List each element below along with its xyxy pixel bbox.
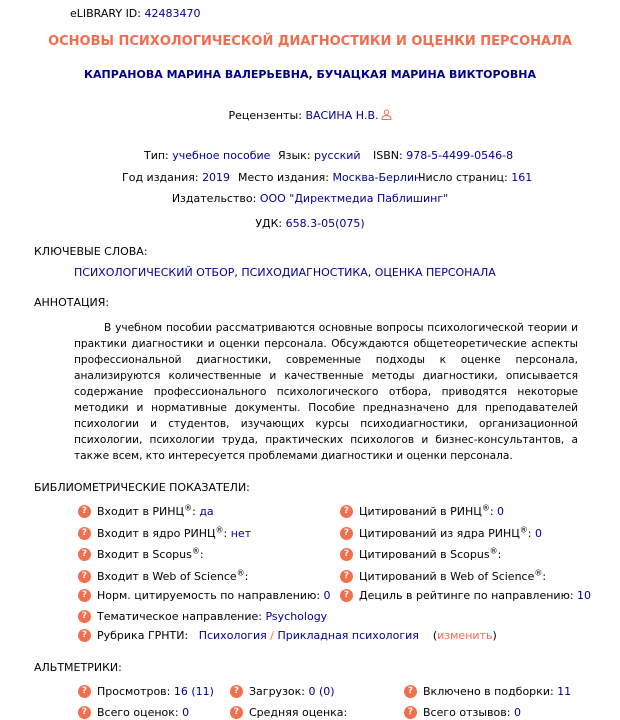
reviewers-label: Рецензенты: — [228, 109, 302, 122]
help-icon[interactable]: ? — [78, 570, 91, 583]
biblio-theme: ? Тематическое направление: Psychology — [78, 610, 327, 624]
udk-label: УДК: — [255, 217, 283, 230]
change-grnti-link[interactable]: изменить — [437, 629, 493, 642]
norm-citation-value: 0 — [323, 589, 331, 602]
language-value: русский — [314, 149, 361, 162]
year-value: 2019 — [202, 171, 231, 184]
biblio-scopus: ? Входит в Scopus®: — [78, 548, 204, 562]
page-title: ОСНОВЫ ПСИХОЛОГИЧЕСКОЙ ДИАГНОСТИКИ И ОЦЕНКИ ПЕРСОНАЛА — [48, 34, 572, 49]
help-icon[interactable]: ? — [78, 629, 91, 642]
rinc-value[interactable]: да — [199, 505, 214, 518]
alt-ratings: ? Всего оценок: 0 — [78, 706, 189, 720]
rinc-core-value[interactable]: нет — [230, 527, 252, 540]
author-link[interactable]: БУЧАЦКАЯ МАРИНА ВИКТОРОВНА — [316, 68, 536, 81]
altmetrics-heading: АЛЬТМЕТРИКИ: — [34, 661, 122, 674]
keywords-list: ПСИХОЛОГИЧЕСКИЙ ОТБОР, ПСИХОДИАГНОСТИКА, ОЦЕНКА ПЕРСОНАЛА — [74, 266, 496, 279]
place-label: Место издания: — [238, 171, 329, 184]
language-field — [278, 149, 361, 162]
biblio-decile: ? Дециль в рейтинге по направлению: 10 — [340, 589, 591, 603]
isbn-label: ISBN: — [373, 149, 403, 162]
udk-field — [0, 217, 620, 230]
person-icon[interactable] — [381, 109, 392, 120]
downloads-value: 0 (0) — [308, 685, 335, 698]
publisher-field — [0, 192, 620, 205]
pages-value: 161 — [511, 171, 533, 184]
type-label: Тип: — [144, 149, 169, 162]
pages-label: Число страниц: — [418, 171, 508, 184]
keyword-link[interactable]: ПСИХОЛОГИЧЕСКИЙ ОТБОР — [74, 266, 235, 279]
isbn-field — [373, 149, 513, 162]
isbn-value: 978-5-4499-0546-8 — [406, 149, 514, 162]
cit-rinc-value[interactable]: 0 — [497, 505, 505, 518]
pages-field — [418, 171, 532, 184]
grnti-link[interactable]: Прикладная психология — [277, 629, 419, 642]
help-icon[interactable]: ? — [78, 548, 91, 561]
biblio-rinc-core: ? Входит в ядро РИНЦ®: нет — [78, 527, 251, 541]
help-icon[interactable]: ? — [78, 610, 91, 623]
cit-core-value[interactable]: 0 — [534, 527, 542, 540]
alt-reviews: ? Всего отзывов: 0 — [404, 706, 521, 720]
elibrary-id-value[interactable]: 42483470 — [144, 7, 201, 20]
reviewers-line — [0, 109, 620, 122]
place-field — [238, 171, 421, 184]
help-icon[interactable]: ? — [404, 706, 417, 719]
help-icon[interactable]: ? — [340, 570, 353, 583]
reviews-value: 0 — [513, 706, 521, 719]
collections-value[interactable]: 11 — [557, 685, 572, 698]
biblio-cit-rinc: ? Цитирований в РИНЦ®: 0 — [340, 505, 504, 519]
help-icon[interactable]: ? — [78, 527, 91, 540]
help-icon[interactable]: ? — [78, 685, 91, 698]
author-link[interactable]: КАПРАНОВА МАРИНА ВАЛЕРЬЕВНА — [84, 68, 309, 81]
biblio-wos: ? Входит в Web of Science®: — [78, 570, 248, 584]
help-icon[interactable]: ? — [78, 589, 91, 602]
annotation-heading: АННОТАЦИЯ: — [34, 296, 110, 309]
biblio-cit-core: ? Цитирований из ядра РИНЦ®: 0 — [340, 527, 542, 541]
help-icon[interactable]: ? — [78, 505, 91, 518]
help-icon[interactable]: ? — [340, 527, 353, 540]
biblio-cit-wos: ? Цитирований в Web of Science®: — [340, 570, 546, 584]
keyword-link[interactable]: ПСИХОДИАГНОСТИКА — [241, 266, 368, 279]
biblio-grnti: ? Рубрика ГРНТИ: Психология / Прикладная психология (изменить) — [78, 629, 497, 643]
biblio-cit-scopus: ? Цитирований в Scopus®: — [340, 548, 501, 562]
help-icon[interactable]: ? — [230, 706, 243, 719]
alt-collections: ? Включено в подборки: 11 — [404, 685, 571, 699]
place-value: Москва-Берлин — [332, 171, 422, 184]
annotation-text: В учебном пособии рассматриваются основные вопросы психологической теории и практики диагностики и оценки персонала. Обсуждаются общетеоретические аспекты профессиональной диагностики, современные подходы к оценке персонала, анализируются количественные и качественные методы диагностики, описывается содержание профессионального психологического отбора, приводятся некоторые методики и нормативные документы. Пособие предназначено для преподавателей психологии и студентов, изучающих курсы психодиагностики, организационной психологии, психологии труда, практических психологов и бизнес-консультантов, а также всем, кто интересуется проблемами диагностики и оценки персонала. — [74, 322, 578, 462]
help-icon[interactable]: ? — [340, 505, 353, 518]
grnti-link[interactable]: Психология — [198, 629, 267, 642]
authors-line: КАПРАНОВА МАРИНА ВАЛЕРЬЕВНА, БУЧАЦКАЯ МАРИНА ВИКТОРОВНА — [84, 68, 536, 81]
theme-value[interactable]: Psychology — [265, 610, 328, 623]
keywords-heading: КЛЮЧЕВЫЕ СЛОВА: — [34, 245, 148, 258]
decile-value: 10 — [577, 589, 592, 602]
language-label: Язык: — [278, 149, 311, 162]
udk-value: 658.3-05(075) — [285, 217, 365, 230]
alt-views: ? Просмотров: 16 (11) — [78, 685, 214, 699]
help-icon[interactable]: ? — [340, 548, 353, 561]
biblio-norm-citation: ? Норм. цитируемость по направлению: 0 — [78, 589, 331, 603]
elibrary-id-row — [70, 7, 200, 20]
year-field — [122, 171, 230, 184]
elibrary-id-label: eLIBRARY ID: — [70, 7, 141, 20]
biblio-heading: БИБЛИОМЕТРИЧЕСКИЕ ПОКАЗАТЕЛИ: — [34, 481, 250, 494]
help-icon[interactable]: ? — [404, 685, 417, 698]
year-label: Год издания: — [122, 171, 199, 184]
type-value: учебное пособие — [172, 149, 271, 162]
publisher-label: Издательство: — [171, 192, 257, 205]
help-icon[interactable]: ? — [340, 589, 353, 602]
biblio-rinc: ? Входит в РИНЦ®: да — [78, 505, 214, 519]
publisher-link[interactable]: ООО "Директмедиа Паблишинг" — [259, 192, 449, 205]
keyword-link[interactable]: ОЦЕНКА ПЕРСОНАЛА — [374, 266, 496, 279]
views-value: 16 (11) — [173, 685, 214, 698]
alt-avg-rating: ? Средняя оценка: — [230, 706, 347, 720]
reviewer-link[interactable]: ВАСИНА Н.В. — [305, 109, 379, 122]
help-icon[interactable]: ? — [78, 706, 91, 719]
ratings-value: 0 — [182, 706, 190, 719]
type-field — [144, 149, 270, 162]
help-icon[interactable]: ? — [230, 685, 243, 698]
alt-downloads: ? Загрузок: 0 (0) — [230, 685, 335, 699]
